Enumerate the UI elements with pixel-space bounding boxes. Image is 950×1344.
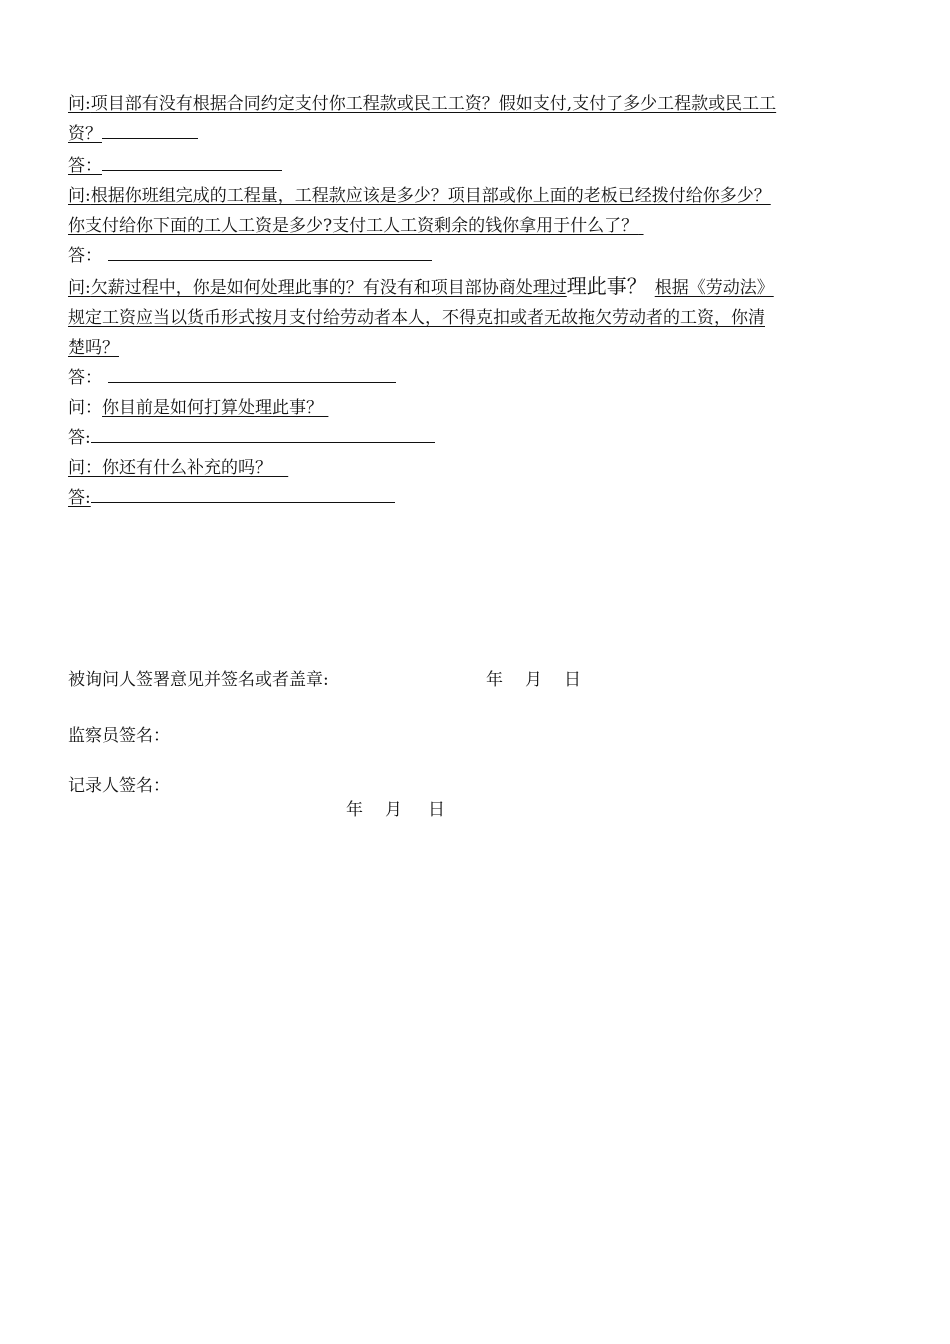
interviewee-date	[486, 668, 581, 692]
question-prefix: 问:	[68, 278, 91, 298]
answer-blank[interactable]	[102, 120, 198, 139]
question-1-line-1	[68, 90, 776, 118]
question-5	[68, 454, 288, 482]
answer-blank[interactable]	[91, 484, 395, 503]
question-text: 你支付给你下面的工人工资是多少?支付工人工资剩余的钱你拿用于什么了？	[68, 216, 639, 236]
answer-5	[68, 484, 395, 512]
question-text: 楚吗？	[68, 338, 119, 358]
answer-label: 答:	[68, 428, 91, 448]
answer-label: 答：	[68, 368, 102, 388]
question-3-line-2	[68, 304, 765, 332]
question-2-line-1	[68, 182, 771, 210]
answer-label: 答：	[68, 246, 102, 266]
date-month: 月	[525, 670, 542, 690]
question-prefix: 问:	[68, 94, 91, 114]
question-text: 你还有什么补充的吗？	[102, 458, 272, 478]
answer-2	[68, 242, 432, 270]
answer-3	[68, 364, 396, 392]
date-month: 月	[385, 800, 402, 820]
question-text: 根据你班组完成的工程量，工程款应该是多少？项目部或你上面的老板已经拨付给你多少？	[90, 186, 771, 206]
question-prefix: 问：	[68, 398, 102, 418]
date-day: 日	[428, 800, 445, 820]
date-day: 日	[564, 670, 581, 690]
question-text: 欠薪过程中，你是如何处理此事的？有没有和项目部协商处理过	[90, 278, 567, 298]
question-text-large: 理此事？	[566, 274, 647, 298]
inspector-signature-label: 监察员签名：	[68, 726, 170, 746]
question-text: 根据《劳动法》	[654, 278, 774, 298]
question-text: 你目前是如何打算处理此事？	[102, 398, 323, 418]
recorder-date	[346, 798, 445, 822]
answer-blank[interactable]	[108, 364, 396, 383]
answer-1	[68, 152, 282, 180]
question-text: 资？	[68, 124, 102, 144]
answer-blank[interactable]	[91, 424, 435, 443]
question-4	[68, 394, 328, 422]
date-year: 年	[486, 670, 503, 690]
interviewee-signature-label: 被询问人签署意见并签名或者盖章:	[68, 670, 329, 690]
question-prefix: 问:	[68, 186, 91, 206]
question-text: 规定工资应当以货币形式按月支付给劳动者本人，不得克扣或者无故拖欠劳动者的工资，你清	[68, 308, 765, 328]
date-year: 年	[346, 800, 363, 820]
answer-4	[68, 424, 435, 452]
recorder-signature-label: 记录人签名：	[68, 776, 170, 796]
question-text: 项目部有没有根据合同约定支付你工程款或民工工资？假如支付,支付了多少工程款或民工工	[90, 94, 777, 114]
question-1-line-2	[68, 120, 198, 148]
answer-blank[interactable]	[102, 152, 282, 171]
question-prefix: 问：	[68, 458, 102, 478]
question-3-line-3	[68, 334, 119, 362]
question-3-line-1	[68, 272, 774, 302]
answer-label: 答:	[68, 488, 91, 508]
answer-blank[interactable]	[108, 242, 432, 261]
question-2-line-2	[68, 212, 644, 240]
answer-label: 答：	[68, 156, 102, 176]
